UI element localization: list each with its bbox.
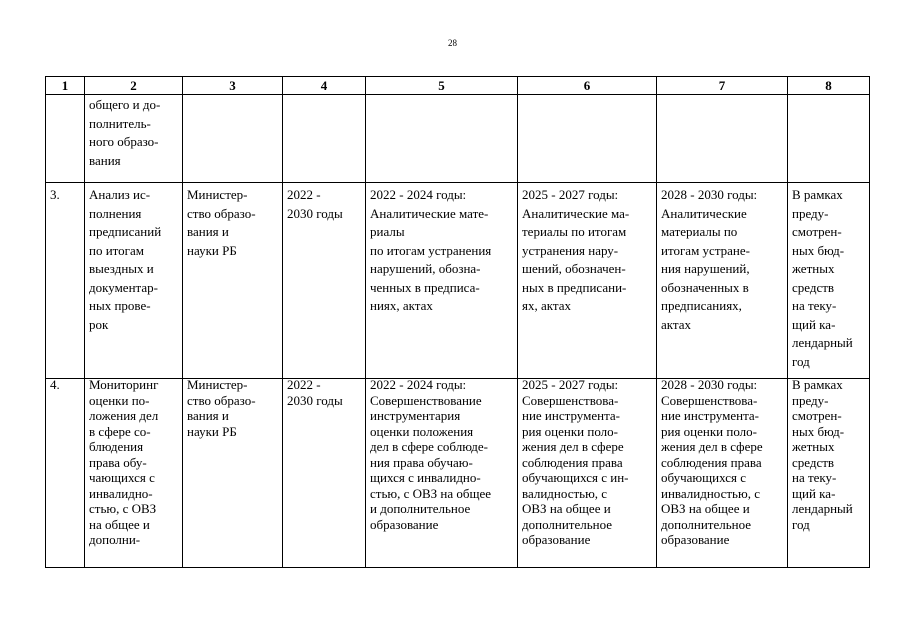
cell-line: Совершенствова- [522,392,619,408]
cell-line: предписаниях, [661,298,742,313]
row-number-cell [46,183,85,379]
results-2028-2030-cell [657,183,788,379]
cell-line: итогам устране- [661,242,750,258]
cell-line: ОВЗ на общее и [522,501,611,516]
cell-line: на теку- [792,470,837,485]
cell-line: полнитель- [89,115,151,131]
cell-line: ния права обучаю- [370,454,473,470]
cell-line: ченных в предписа- [370,279,480,295]
cell-line: стью, с ОВЗ на общее [370,485,492,501]
cell-line: обозначенных в [661,279,749,295]
cell-line: смотрен- [792,408,842,423]
cell-line: 2030 годы [287,392,343,408]
cell-line: образование [522,532,591,547]
cell-line: жения дел в сфере [522,439,624,454]
cell-line: ния нарушений, [661,261,750,276]
table-row [46,379,870,568]
cell-line: документар- [89,279,158,295]
cell-line: ство образо- [187,392,256,408]
cell-line: соблюдения права [522,454,623,470]
activity-name-cell [85,183,183,379]
cell-line: Министер- [187,187,248,202]
cell-line: предписаний [89,224,162,239]
cell-line: обучающихся с ин- [522,470,629,485]
results-2022-2024-cell [366,379,518,568]
cell-line: валидностью, с [522,485,608,501]
cell-line: образование [661,532,730,547]
funding-cell [788,379,870,568]
cell-line: 2028 - 2030 годы: [661,187,758,202]
cell-line: риалы [370,224,405,239]
cell-line: год [792,353,810,369]
activity-name-cell [85,379,183,568]
period-cell [283,95,366,183]
cell-line: 3. [50,187,60,202]
cell-line: преду- [792,205,829,221]
page-number: 28 [448,38,457,48]
cell-line: 2022 - 2024 годы: [370,187,467,202]
results-2028-2030-cell [657,95,788,183]
cell-line: средств [792,454,835,470]
cell-line: стью, с ОВЗ [89,501,157,516]
cell-line: ных прове- [89,298,151,313]
column-header: 3 [183,77,283,95]
cell-line: рия оценки поло- [661,423,757,439]
cell-line: 2030 годы [287,205,343,221]
header-row [46,77,870,95]
cell-line: Совершенствова- [661,392,758,408]
cell-line: Аналитические [661,205,747,221]
period-cell [283,183,366,379]
cell-line: Анализ ис- [89,187,151,202]
cell-line: актах [661,316,692,332]
results-2025-2027-cell [518,95,657,183]
cell-line: на теку- [792,298,837,313]
cell-line: Аналитические ма- [522,205,630,221]
cell-line: ного образо- [89,134,159,149]
cell-line: жетных [792,261,835,276]
cell-line: териалы по итогам [522,224,627,239]
plan-table [45,76,870,568]
cell-line: Министер- [187,378,248,392]
cell-line: год [792,516,810,532]
period-cell [283,379,366,568]
cell-line: права обу- [89,454,147,470]
cell-line: ных бюд- [792,423,845,439]
cell-line: щий ка- [792,316,836,332]
cell-line: ОВЗ на общее и [661,501,750,516]
cell-line: соблюдения права [661,454,762,470]
cell-line: лендарный [792,501,853,516]
cell-line: оценки положения [370,423,474,439]
cell-line: ниях, актах [370,298,433,313]
column-header: 6 [518,77,657,95]
cell-line: образование [370,516,439,532]
cell-line: общего и до- [89,97,161,112]
cell-line: инвалидностью, с [661,485,760,501]
executor-cell [183,183,283,379]
cell-line: ние инструмента- [522,408,621,423]
cell-line: шений, обозначен- [522,261,626,276]
funding-cell [788,95,870,183]
cell-line: 4. [50,378,60,392]
cell-line: 2025 - 2027 годы: [522,187,619,202]
column-header: 7 [657,77,788,95]
row-number-cell [46,379,85,568]
activity-name-cell [85,95,183,183]
cell-line: на общее и [89,516,150,532]
cell-line: в сфере со- [89,423,151,439]
cell-line: вания и [187,224,229,239]
results-2025-2027-cell [518,379,657,568]
column-header: 5 [366,77,518,95]
cell-line: науки РБ [187,423,237,439]
cell-line: блюдения [89,439,144,454]
cell-line: дополнительное [522,516,613,532]
cell-line: полнения [89,205,142,221]
cell-line: материалы по [661,224,738,239]
cell-line: по итогам [89,242,145,258]
cell-line: вания [89,152,121,168]
results-2022-2024-cell [366,95,518,183]
cell-line: по итогам устранения [370,242,492,258]
cell-line: рок [89,316,109,332]
cell-line: лендарный [792,335,853,350]
cell-line: 2022 - 2024 годы: [370,378,467,392]
column-header: 4 [283,77,366,95]
cell-line: науки РБ [187,242,237,258]
results-2025-2027-cell [518,183,657,379]
cell-line: устранения нару- [522,242,619,258]
cell-line: 2025 - 2027 годы: [522,378,619,392]
cell-line: 2022 - [287,187,321,202]
cell-line: смотрен- [792,224,842,239]
column-header: 8 [788,77,870,95]
cell-line: ных бюд- [792,242,845,258]
cell-line: инвалидно- [89,485,153,501]
cell-line: рия оценки поло- [522,423,618,439]
cell-line: щихся с инвалидно- [370,470,481,485]
cell-line: инструментария [370,408,461,423]
cell-line: жения дел в сфере [661,439,763,454]
cell-line: вания и [187,408,229,423]
cell-line: Мониторинг [89,378,159,392]
table-row [46,183,870,379]
cell-line: чающихся с [89,470,155,485]
cell-line: В рамках [792,378,843,392]
cell-line: выездных и [89,261,154,276]
row-number-cell [46,95,85,183]
executor-cell [183,379,283,568]
cell-line: жетных [792,439,835,454]
cell-line: оценки по- [89,392,150,408]
cell-line: ние инструмента- [661,408,760,423]
cell-line: щий ка- [792,485,836,501]
cell-line: дополни- [89,532,141,547]
cell-line: ложения дел [89,408,159,423]
cell-line: преду- [792,392,829,408]
cell-line: Совершенствование [370,392,482,408]
column-header: 2 [85,77,183,95]
cell-line: Аналитические мате- [370,205,489,221]
cell-line: 2028 - 2030 годы: [661,378,758,392]
cell-line: В рамках [792,187,843,202]
cell-line: дополнительное [661,516,752,532]
cell-line: и дополнительное [370,501,471,516]
cell-line: нарушений, обозна- [370,261,481,276]
results-2028-2030-cell [657,379,788,568]
cell-line: ных в предписани- [522,279,627,295]
executor-cell [183,95,283,183]
cell-line: средств [792,279,835,295]
results-2022-2024-cell [366,183,518,379]
cell-line: дел в сфере соблюде- [370,439,488,454]
cell-line: 2022 - [287,378,321,392]
cell-line: ство образо- [187,205,256,221]
table-row [46,95,870,183]
cell-line: ях, актах [522,298,572,313]
cell-line: обучающихся с [661,470,747,485]
column-header: 1 [46,77,85,95]
funding-cell [788,183,870,379]
